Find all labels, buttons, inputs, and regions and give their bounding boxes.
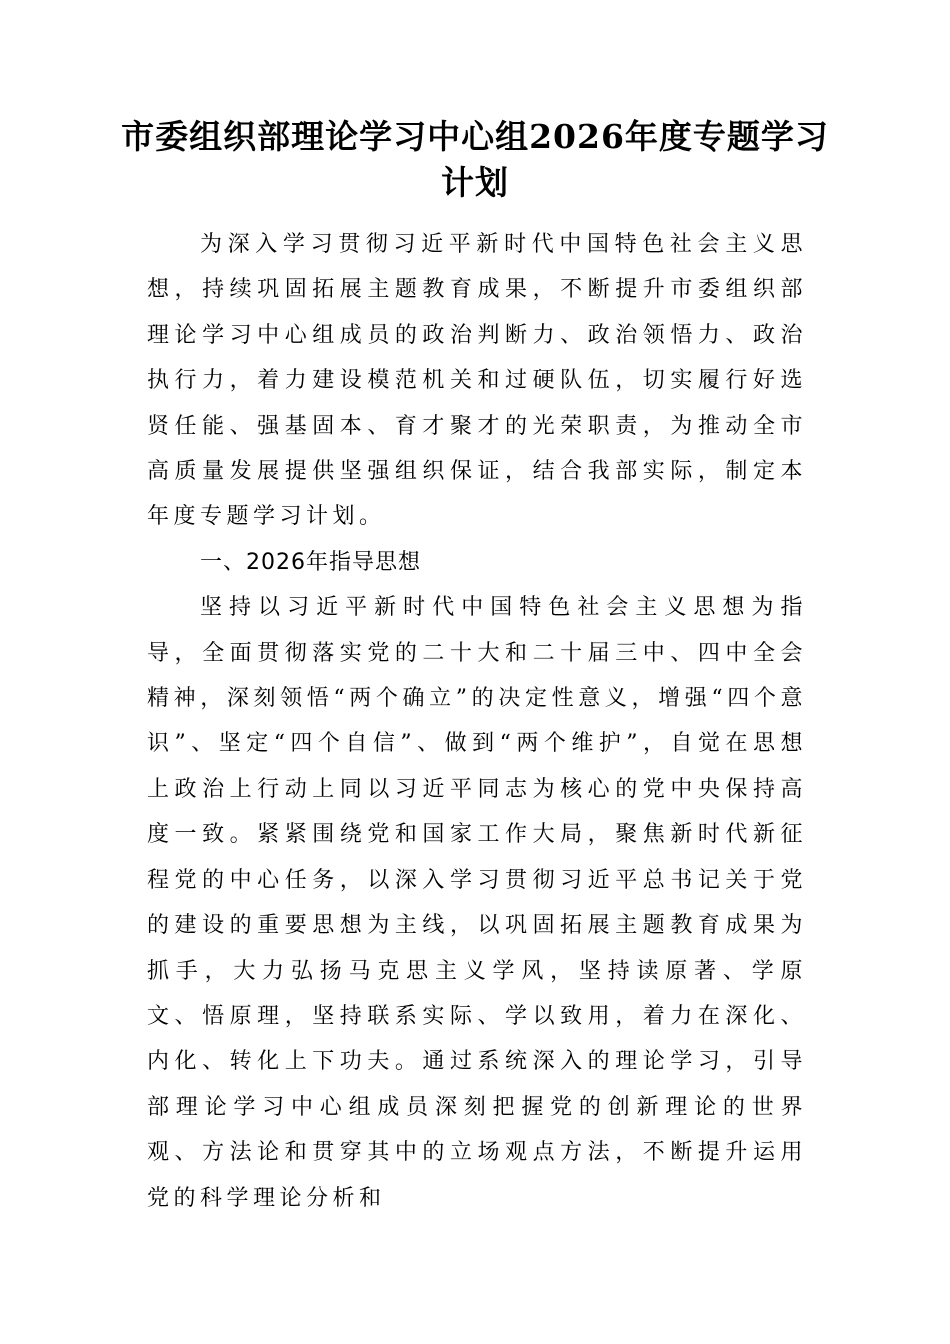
document-title: 市委组织部理论学习中心组2026年度专题学习计划 <box>121 117 829 202</box>
section-paragraph: 坚持以习近平新时代中国特色社会主义思想为指导，全面贯彻落实党的二十大和二十届三中、四中全会精神，深刻领悟“两个确立”的决定性意义，增强“四个意识”、坚定“四个自信”、做到“两个维护”，自觉在思想上政治上行动上同以习近平同志为核心的党中央保持高度一致。紧紧围绕党和国家工作大局，聚焦新时代新征程党的中心任务，以深入学习贯彻习近平总书记关于党的建设的重要思想为主线，以巩固拓展主题教育成果为抓手，大力弘扬马克思主义学风，坚持读原著、学原文、悟原理，坚持联系实际、学以致用，着力在深化、内化、转化上下功夫。通过系统深入的理论学习，引导部理论学习中心组成员深刻把握党的创新理论的世界观、方法论和贯穿其中的立场观点方法，不断提升运用党的科学理论分析和 <box>147 595 807 1211</box>
document-body <box>147 222 807 1221</box>
intro-paragraph: 为深入学习贯彻习近平新时代中国特色社会主义思想，持续巩固拓展主题教育成果，不断提升市委组织部理论学习中心组成员的政治判断力、政治领悟力、政治执行力，着力建设模范机关和过硬队伍，切实履行好选贤任能、强基固本、育才聚才的光荣职责，为推动全市高质量发展提供坚强组织保证，结合我部实际，制定本年度专题学习计划。 <box>147 232 807 530</box>
section-heading: 一、2026年指导思想 <box>200 549 421 575</box>
